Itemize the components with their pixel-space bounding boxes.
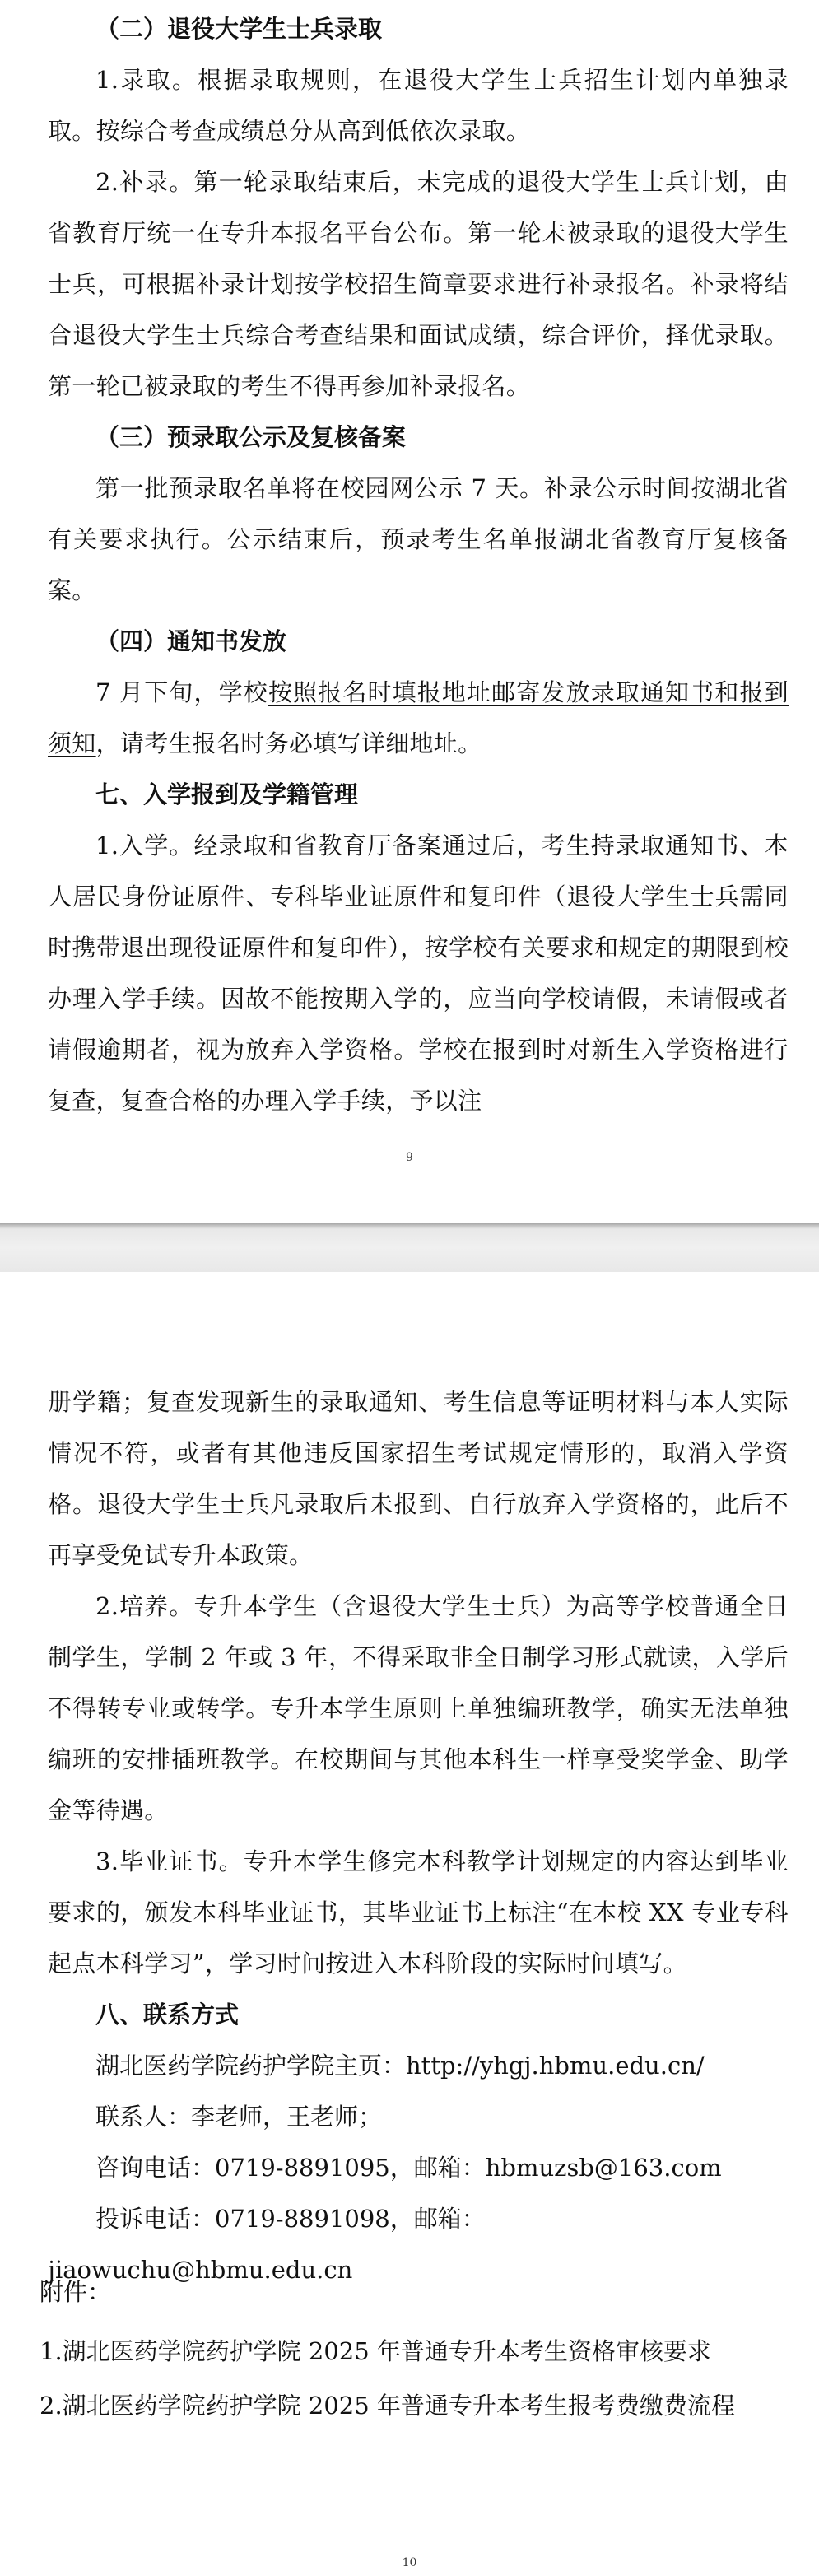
section-heading-8: 八、联系方式	[95, 2001, 240, 2029]
contact-person: 联系人：李老师，王老师；	[95, 2103, 383, 2131]
document-page-10	[0, 1272, 819, 2576]
paragraph-publicity: 第一批预录取名单将在校园网公示 7 天。补录公示时间按湖北省有关要求执行。公示结束后，预录考生名单报湖北省教育厅复核备案。	[48, 474, 789, 604]
section-heading-4: （四）通知书发放	[95, 627, 287, 655]
attachment-item-1: 1.湖北医药学院药护学院 2025 年普通专升本考生资格审核要求	[40, 2337, 711, 2365]
notice-underlined-text: 按照报名时填报地址邮寄发放录取通知书和报到须知	[48, 678, 789, 757]
section-heading-3: （三）预录取公示及复核备案	[95, 423, 407, 451]
paragraph-admission: 1.录取。根据录取规则，在退役大学生士兵招生计划内单独录取。按综合考查成绩总分从高到低依次录取。	[48, 66, 789, 145]
contact-homepage: 湖北医药学院药护学院主页：http://yhgj.hbmu.edu.cn/	[95, 2052, 705, 2080]
paragraph-supplementary: 2.补录。第一轮录取结束后，未完成的退役大学生士兵计划，由省教育厅统一在专升本报名平台公布。第一轮未被录取的退役大学生士兵，可根据补录计划按学校招生简章要求进行补录报名。补录将结合退役大学生士兵综合考查结果和面试成绩，综合评价，择优录取。第一轮已被录取的考生不得再参加补录报名。	[48, 168, 789, 400]
contact-inquiry-phone: 咨询电话：0719-8891095，邮箱：hbmuzsb@163.com	[95, 2154, 722, 2182]
notice-text-suffix: ，请考生报名时务必填写详细地址。	[95, 729, 482, 757]
document-page-9	[0, 0, 819, 1223]
attachments-label: 附件：	[40, 2278, 112, 2306]
section-heading-7: 七、入学报到及学籍管理	[95, 780, 359, 808]
page-separator	[0, 1223, 819, 1272]
paragraph-enrollment-continued: 册学籍；复查发现新生的录取通知、考生信息等证明材料与本人实际情况不符，或者有其他违反国家招生考试规定情形的，取消入学资格。退役大学生士兵凡录取后未报到、自行放弃入学资格的，此后不再享受免试专升本政策。	[48, 1388, 789, 1569]
contact-complaint-phone: 投诉电话：0719-8891098，邮箱：jiaowuchu@hbmu.edu.cn	[48, 2205, 486, 2284]
page-number: 10	[402, 2556, 417, 2569]
page-number: 9	[406, 1151, 413, 1164]
paragraph-diploma: 3.毕业证书。专升本学生修完本科教学计划规定的内容达到毕业要求的，颁发本科毕业证书，其毕业证书上标注“在本校 XX 专业专科起点本科学习”，学习时间按进入本科阶段的实际时间填写。	[48, 1847, 789, 1977]
paragraph-training: 2.培养。专升本学生（含退役大学生士兵）为高等学校普通全日制学生，学制 2 年或 3 年，不得采取非全日制学习形式就读，入学后不得转专业或转学。专升本学生原则上单独编班教学，确实无法单独编班的安排插班教学。在校期间与其他本科生一样享受奖学金、助学金等待遇。	[48, 1592, 789, 1824]
section-heading-2: （二）退役大学生士兵录取	[95, 15, 383, 43]
paragraph-enrollment: 1.入学。经录取和省教育厅备案通过后，考生持录取通知书、本人居民身份证原件、专科毕业证原件和复印件（退役大学生士兵需同时携带退出现役证原件和复印件），按学校有关要求和规定的期限到校办理入学手续。因故不能按期入学的，应当向学校请假，未请假或者请假逾期者，视为放弃入学资格。学校在报到时对新生入学资格进行复查，复查合格的办理入学手续，予以注	[48, 831, 789, 1115]
paragraph-notice	[48, 667, 789, 769]
attachment-item-2: 2.湖北医药学院药护学院 2025 年普通专升本考生报考费缴费流程	[40, 2392, 735, 2420]
notice-text-prefix: 7 月下旬，学校	[95, 678, 268, 706]
